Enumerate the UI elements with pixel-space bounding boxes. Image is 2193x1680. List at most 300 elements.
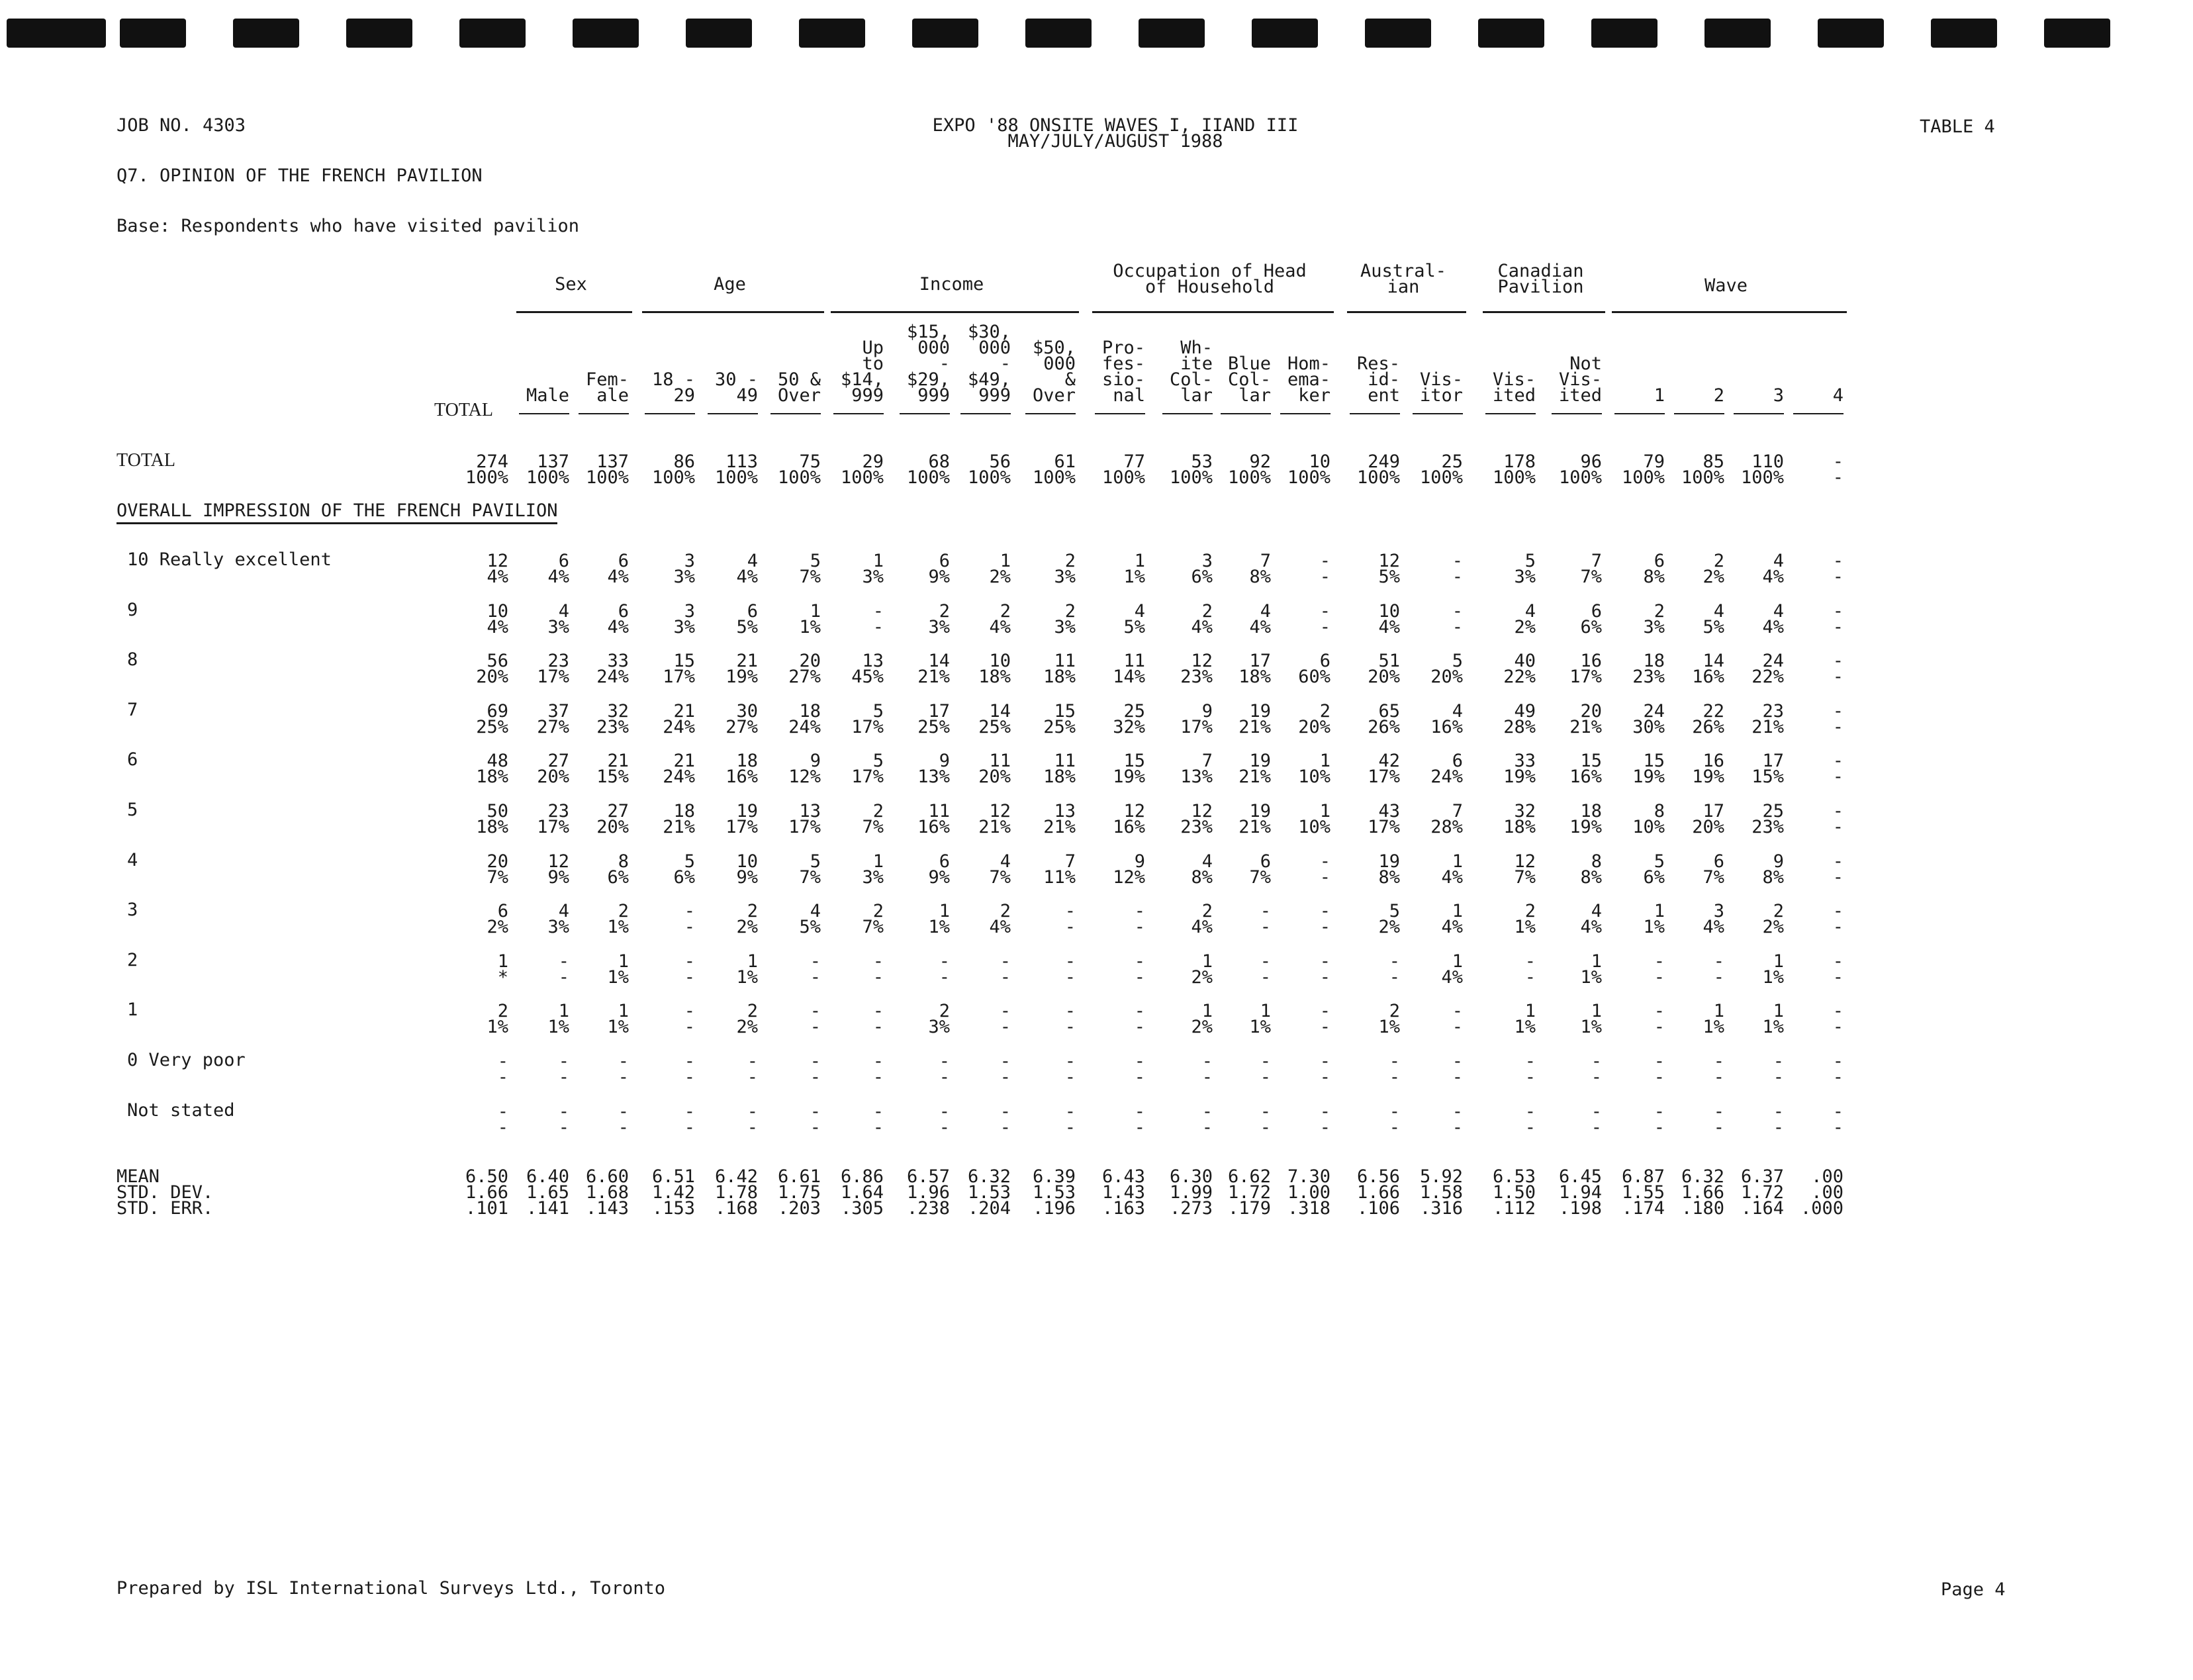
pct-cell: 15% — [596, 767, 629, 787]
count-cell: - — [1832, 1051, 1843, 1072]
pct-cell: 20% — [537, 767, 569, 787]
pct-cell: 3% — [673, 617, 695, 637]
count-cell: 4 — [1591, 901, 1602, 921]
count-cell: 17 — [1762, 751, 1784, 771]
pct-cell: - — [1319, 967, 1330, 988]
pct-cell: - — [1000, 1067, 1011, 1088]
pct-cell: - — [1452, 567, 1463, 587]
stat-cell-mean: 6.32 — [967, 1166, 1011, 1187]
count-cell: 1 — [1201, 951, 1213, 972]
count-cell: - — [1201, 1051, 1213, 1072]
count-cell: - — [1832, 801, 1843, 821]
count-cell: 6 — [497, 901, 508, 921]
pct-cell: 4% — [1580, 917, 1602, 937]
pct-cell: 10% — [1298, 817, 1330, 837]
column-heading-8: $30, 000 - $49, 999 — [967, 322, 1011, 406]
column-underline — [519, 413, 569, 414]
count-cell: - — [1260, 951, 1271, 972]
count-cell: - — [872, 601, 884, 622]
pct-cell: - — [747, 1117, 758, 1138]
count-cell: 1 — [1524, 1001, 1536, 1021]
punch-hole — [1704, 19, 1771, 48]
group-underline — [1347, 311, 1466, 313]
stat-cell-mean: 6.61 — [777, 1166, 821, 1187]
total-pct-cell: 100% — [906, 467, 950, 488]
count-cell: 17 — [928, 701, 950, 722]
count-cell: - — [1832, 701, 1843, 722]
column-underline — [1162, 413, 1213, 414]
count-cell: 56 — [487, 651, 508, 671]
pct-cell: 8% — [1191, 867, 1213, 888]
stat-cell-stderr: .203 — [777, 1198, 821, 1219]
count-cell: 4 — [1524, 601, 1536, 622]
count-cell: 6 — [1452, 751, 1463, 771]
count-cell: - — [1134, 951, 1145, 972]
pct-cell: - — [1134, 1017, 1145, 1037]
pct-cell: 24% — [596, 667, 629, 687]
count-cell: - — [497, 1051, 508, 1072]
count-cell: - — [1064, 901, 1076, 921]
count-cell: 3 — [1201, 551, 1213, 571]
stat-cell-stddev: 1.53 — [967, 1182, 1011, 1203]
pct-cell: - — [1319, 1067, 1330, 1088]
count-cell: 19 — [1378, 851, 1400, 872]
total-pct-cell: 100% — [585, 467, 629, 488]
column-underline — [1552, 413, 1602, 414]
stat-cell-mean: 6.62 — [1227, 1166, 1271, 1187]
pct-cell: - — [1524, 967, 1536, 988]
pct-cell: - — [1591, 1117, 1602, 1138]
pct-cell: 7% — [1514, 867, 1536, 888]
stat-cell-stddev: 1.99 — [1169, 1182, 1213, 1203]
pct-cell: 13% — [1180, 767, 1213, 787]
column-underline — [833, 413, 884, 414]
pct-cell: 7% — [487, 867, 508, 888]
total-count-cell: 92 — [1249, 451, 1271, 472]
pct-cell: 1% — [547, 1017, 569, 1037]
pct-cell: 3% — [928, 1017, 950, 1037]
count-cell: 42 — [1378, 751, 1400, 771]
count-cell: - — [497, 1101, 508, 1122]
count-cell: 12 — [989, 801, 1011, 821]
stat-cell-stderr: .196 — [1032, 1198, 1076, 1219]
pct-cell: 3% — [1643, 617, 1665, 637]
pct-cell: - — [1260, 1117, 1271, 1138]
count-cell: 4 — [747, 551, 758, 571]
total-count-cell: 249 — [1368, 451, 1400, 472]
count-cell: - — [1389, 1101, 1400, 1122]
count-cell: 13 — [799, 801, 821, 821]
count-cell: - — [1201, 1101, 1213, 1122]
pct-cell: - — [1064, 917, 1076, 937]
stat-cell-mean: 6.42 — [714, 1166, 758, 1187]
total-count-cell: 75 — [799, 451, 821, 472]
pct-cell: 24% — [663, 717, 695, 737]
count-cell: 65 — [1378, 701, 1400, 722]
pct-cell: 7% — [862, 817, 884, 837]
count-cell: 1 — [810, 601, 821, 622]
stat-cell-stddev: 1.72 — [1740, 1182, 1784, 1203]
pct-cell: 17% — [1569, 667, 1602, 687]
pct-cell: 21% — [1043, 817, 1076, 837]
pct-cell: 20% — [1692, 817, 1724, 837]
group-underline — [516, 311, 632, 313]
pct-cell: 28% — [1430, 817, 1463, 837]
count-cell: 69 — [487, 701, 508, 722]
pct-cell: 17% — [1368, 817, 1400, 837]
count-cell: - — [1654, 1101, 1665, 1122]
count-cell: - — [939, 951, 950, 972]
pct-cell: 16% — [725, 767, 758, 787]
column-underline — [645, 413, 695, 414]
pct-cell: 1% — [1249, 1017, 1271, 1037]
pct-cell: - — [1452, 617, 1463, 637]
report-dates: MAY/JULY/AUGUST 1988 — [1007, 131, 1223, 152]
pct-cell: - — [1000, 1017, 1011, 1037]
column-underline — [1280, 413, 1330, 414]
count-cell: - — [684, 901, 695, 921]
total-pct-cell: 100% — [465, 467, 508, 488]
pct-cell: 1% — [1580, 1017, 1602, 1037]
count-cell: - — [1773, 1051, 1784, 1072]
count-cell: - — [872, 1001, 884, 1021]
pct-cell: 2% — [989, 567, 1011, 587]
count-cell: 2 — [1654, 601, 1665, 622]
count-cell: 5 — [1654, 851, 1665, 872]
pct-cell: 20% — [476, 667, 508, 687]
column-heading-17: Not Vis- ited — [1558, 353, 1602, 406]
stat-cell-mean: 6.60 — [585, 1166, 629, 1187]
count-cell: - — [1713, 1051, 1724, 1072]
count-cell: 33 — [1514, 751, 1536, 771]
pct-cell: 4% — [487, 617, 508, 637]
count-cell: 18 — [736, 751, 758, 771]
total-pct-cell: 100% — [1101, 467, 1145, 488]
group-heading-6: Wave — [1704, 275, 1748, 296]
count-cell: 19 — [736, 801, 758, 821]
rating-row-label: 5 — [127, 800, 138, 820]
count-cell: 25 — [1762, 801, 1784, 821]
count-cell: 2 — [939, 601, 950, 622]
stat-cell-mean: 6.30 — [1169, 1166, 1213, 1187]
column-underline — [708, 413, 758, 414]
pct-cell: 27% — [788, 667, 821, 687]
count-cell: - — [684, 1001, 695, 1021]
punch-hole — [459, 19, 526, 48]
count-cell: - — [1591, 1051, 1602, 1072]
total-pct-cell: 100% — [1227, 467, 1271, 488]
pct-cell: 4% — [1378, 617, 1400, 637]
total-count-cell: 110 — [1751, 451, 1784, 472]
column-heading-3: 18 - 29 — [651, 369, 695, 406]
pct-cell: 4% — [1191, 617, 1213, 637]
pct-cell: - — [1713, 967, 1724, 988]
stat-cell-stderr: .112 — [1492, 1198, 1536, 1219]
pct-cell: - — [1713, 1117, 1724, 1138]
pct-cell: 1% — [607, 917, 629, 937]
pct-cell: 2% — [1191, 967, 1213, 988]
count-cell: 13 — [862, 651, 884, 671]
stat-label-stderr: STD. ERR. — [117, 1198, 214, 1219]
count-cell: - — [810, 951, 821, 972]
pct-cell: 5% — [1123, 617, 1145, 637]
pct-cell: 1% — [1703, 1017, 1724, 1037]
pct-cell: - — [1134, 917, 1145, 937]
count-cell: 2 — [1064, 601, 1076, 622]
pct-cell: 1% — [1580, 967, 1602, 988]
count-cell: - — [684, 951, 695, 972]
count-cell: 10 — [487, 601, 508, 622]
pct-cell: 1% — [1514, 1017, 1536, 1037]
pct-cell: 17% — [725, 817, 758, 837]
pct-cell: - — [872, 617, 884, 637]
count-cell: 32 — [607, 701, 629, 722]
count-cell: - — [939, 1051, 950, 1072]
count-cell: 17 — [1703, 801, 1724, 821]
pct-cell: - — [1000, 967, 1011, 988]
base-note: Base: Respondents who have visited pavilion — [117, 216, 579, 236]
pct-cell: 24% — [1430, 767, 1463, 787]
pct-cell: 2% — [1191, 1017, 1213, 1037]
count-cell: 18 — [799, 701, 821, 722]
column-underline — [1025, 413, 1076, 414]
count-cell: - — [1524, 951, 1536, 972]
count-cell: 12 — [1191, 651, 1213, 671]
count-cell: 21 — [607, 751, 629, 771]
count-cell: 2 — [497, 1001, 508, 1021]
stat-cell-stderr: .305 — [840, 1198, 884, 1219]
count-cell: 6 — [939, 551, 950, 571]
pct-cell: 18% — [476, 817, 508, 837]
count-cell: - — [1389, 1051, 1400, 1072]
column-heading-7: $15, 000 - $29, 999 — [906, 322, 950, 406]
count-cell: 6 — [1591, 601, 1602, 622]
stat-cell-stddev: 1.65 — [526, 1182, 569, 1203]
count-cell: 18 — [673, 801, 695, 821]
count-cell: 2 — [872, 801, 884, 821]
count-cell: 10 — [1378, 601, 1400, 622]
pct-cell: 17% — [663, 667, 695, 687]
total-pct-cell: 100% — [1621, 467, 1665, 488]
pct-cell: 6% — [607, 867, 629, 888]
pct-cell: 19% — [725, 667, 758, 687]
column-heading-4: 30 - 49 — [714, 369, 758, 406]
count-cell: 2 — [1389, 1001, 1400, 1021]
section-title: OVERALL IMPRESSION OF THE FRENCH PAVILION — [117, 500, 557, 524]
stat-cell-stddev: 1.94 — [1558, 1182, 1602, 1203]
pct-cell: 32% — [1113, 717, 1145, 737]
total-pct-cell: 100% — [1169, 467, 1213, 488]
total-pct-cell: 100% — [1287, 467, 1330, 488]
count-cell: 1 — [1452, 901, 1463, 921]
count-cell: 20 — [1580, 701, 1602, 722]
count-cell: - — [1389, 951, 1400, 972]
pct-cell: 17% — [851, 717, 884, 737]
count-cell: - — [1319, 601, 1330, 622]
pct-cell: 25% — [917, 717, 950, 737]
pct-cell: - — [1260, 1067, 1271, 1088]
count-cell: 4 — [1134, 601, 1145, 622]
pct-cell: 60% — [1298, 667, 1330, 687]
pct-cell: - — [1832, 667, 1843, 687]
punch-hole — [1025, 19, 1092, 48]
pct-cell: 12% — [788, 767, 821, 787]
count-cell: 1 — [1000, 551, 1011, 571]
count-cell: 11 — [1054, 751, 1076, 771]
pct-cell: 1% — [1378, 1017, 1400, 1037]
count-cell: 1 — [1319, 751, 1330, 771]
stat-cell-stddev: 1.75 — [777, 1182, 821, 1203]
count-cell: 1 — [497, 951, 508, 972]
count-cell: 6 — [747, 601, 758, 622]
pct-cell: - — [1832, 617, 1843, 637]
total-pct-cell: 100% — [1419, 467, 1463, 488]
stat-cell-mean: 6.43 — [1101, 1166, 1145, 1187]
column-heading-10: Pro- fes- sio- nal — [1101, 338, 1145, 406]
count-cell: - — [1319, 551, 1330, 571]
pct-cell: 23% — [1632, 667, 1665, 687]
count-cell: 1 — [1591, 1001, 1602, 1021]
count-cell: 15 — [1123, 751, 1145, 771]
stat-cell-stderr: .106 — [1356, 1198, 1400, 1219]
rating-row-label: 6 — [127, 749, 138, 770]
pct-cell: 16% — [1430, 717, 1463, 737]
column-heading-1: Male — [526, 385, 569, 406]
count-cell: - — [1524, 1101, 1536, 1122]
count-cell: - — [1000, 1101, 1011, 1122]
count-cell: 6 — [1319, 651, 1330, 671]
count-cell: 1 — [1654, 901, 1665, 921]
stat-cell-mean: .00 — [1811, 1166, 1843, 1187]
count-cell: 8 — [1591, 851, 1602, 872]
group-underline — [1612, 311, 1847, 313]
count-cell: 48 — [487, 751, 508, 771]
rating-row-label: 8 — [127, 649, 138, 670]
punch-hole — [346, 19, 412, 48]
pct-cell: 8% — [1378, 867, 1400, 888]
total-row-label: TOTAL — [117, 450, 176, 471]
total-pct-cell: 100% — [1492, 467, 1536, 488]
group-heading-1: Age — [714, 274, 746, 295]
count-cell: 15 — [1054, 701, 1076, 722]
count-cell: 5 — [872, 701, 884, 722]
pct-cell: - — [1654, 1067, 1665, 1088]
pct-cell: 3% — [547, 617, 569, 637]
pct-cell: 4% — [487, 567, 508, 587]
pct-cell: - — [1713, 1067, 1724, 1088]
pct-cell: - — [1832, 767, 1843, 787]
pct-cell: - — [1832, 867, 1843, 888]
count-cell: 15 — [1643, 751, 1665, 771]
count-cell: 1 — [872, 551, 884, 571]
rating-row-label: 0 Very poor — [127, 1050, 246, 1070]
pct-cell: - — [1389, 967, 1400, 988]
stat-cell-stddev: 1.42 — [651, 1182, 695, 1203]
punch-hole — [1139, 19, 1205, 48]
pct-cell: - — [1319, 1017, 1330, 1037]
rating-row-label: 9 — [127, 600, 138, 620]
pct-cell: 4% — [547, 567, 569, 587]
total-pct-cell: 100% — [967, 467, 1011, 488]
pct-cell: 23% — [596, 717, 629, 737]
pct-cell: 21% — [1751, 717, 1784, 737]
count-cell: 11 — [1054, 651, 1076, 671]
pct-cell: - — [684, 1067, 695, 1088]
count-cell: 5 — [810, 551, 821, 571]
count-cell: 2 — [1713, 551, 1724, 571]
count-cell: 17 — [1249, 651, 1271, 671]
count-cell: 43 — [1378, 801, 1400, 821]
count-cell: - — [1064, 1101, 1076, 1122]
pct-cell: 1% — [1762, 967, 1784, 988]
pct-cell: 26% — [1692, 717, 1724, 737]
pct-cell: - — [810, 967, 821, 988]
pct-cell: - — [684, 967, 695, 988]
stat-cell-stderr: .153 — [651, 1198, 695, 1219]
pct-cell: 21% — [1238, 717, 1271, 737]
count-cell: 11 — [1123, 651, 1145, 671]
stat-cell-mean: 6.87 — [1621, 1166, 1665, 1187]
count-cell: - — [1832, 551, 1843, 571]
column-underline — [1734, 413, 1784, 414]
total-count-cell: - — [1832, 451, 1843, 472]
pct-cell: 7% — [989, 867, 1011, 888]
count-cell: 22 — [1703, 701, 1724, 722]
group-underline — [831, 311, 1079, 313]
column-heading-2: Fem- ale — [585, 369, 629, 406]
count-cell: 2 — [1064, 551, 1076, 571]
pct-cell: 9% — [736, 867, 758, 888]
count-cell: - — [1773, 1101, 1784, 1122]
count-cell: - — [1832, 851, 1843, 872]
count-cell: 12 — [1123, 801, 1145, 821]
count-cell: 12 — [1514, 851, 1536, 872]
count-cell: 20 — [799, 651, 821, 671]
count-cell: - — [1000, 1001, 1011, 1021]
count-cell: 2 — [1524, 901, 1536, 921]
punch-hole — [120, 19, 186, 48]
pct-cell: 6% — [1580, 617, 1602, 637]
count-cell: 1 — [1452, 951, 1463, 972]
count-cell: - — [1134, 901, 1145, 921]
count-cell: 25 — [1123, 701, 1145, 722]
column-underline — [1614, 413, 1665, 414]
count-cell: 1 — [1319, 801, 1330, 821]
column-underline — [900, 413, 950, 414]
rating-row-label: 10 Really excellent — [127, 549, 332, 570]
group-heading-3: Occupation of Head of Household — [1113, 261, 1307, 297]
pct-cell: - — [1832, 567, 1843, 587]
pct-cell: 20% — [1368, 667, 1400, 687]
count-cell: 2 — [618, 901, 629, 921]
punch-hole — [7, 19, 106, 48]
count-cell: - — [1319, 1001, 1330, 1021]
total-pct-cell: 100% — [651, 467, 695, 488]
pct-cell: 5% — [1703, 617, 1724, 637]
pct-cell: 23% — [1180, 817, 1213, 837]
count-cell: 14 — [928, 651, 950, 671]
pct-cell: 21% — [978, 817, 1011, 837]
pct-cell: 4% — [607, 617, 629, 637]
total-count-cell: 96 — [1580, 451, 1602, 472]
pct-cell: 5% — [1378, 567, 1400, 587]
stat-cell-stddev: 1.78 — [714, 1182, 758, 1203]
pct-cell: 16% — [1692, 667, 1724, 687]
pct-cell: - — [810, 1017, 821, 1037]
count-cell: 20 — [487, 851, 508, 872]
pct-cell: 28% — [1503, 717, 1536, 737]
pct-cell: 16% — [1569, 767, 1602, 787]
